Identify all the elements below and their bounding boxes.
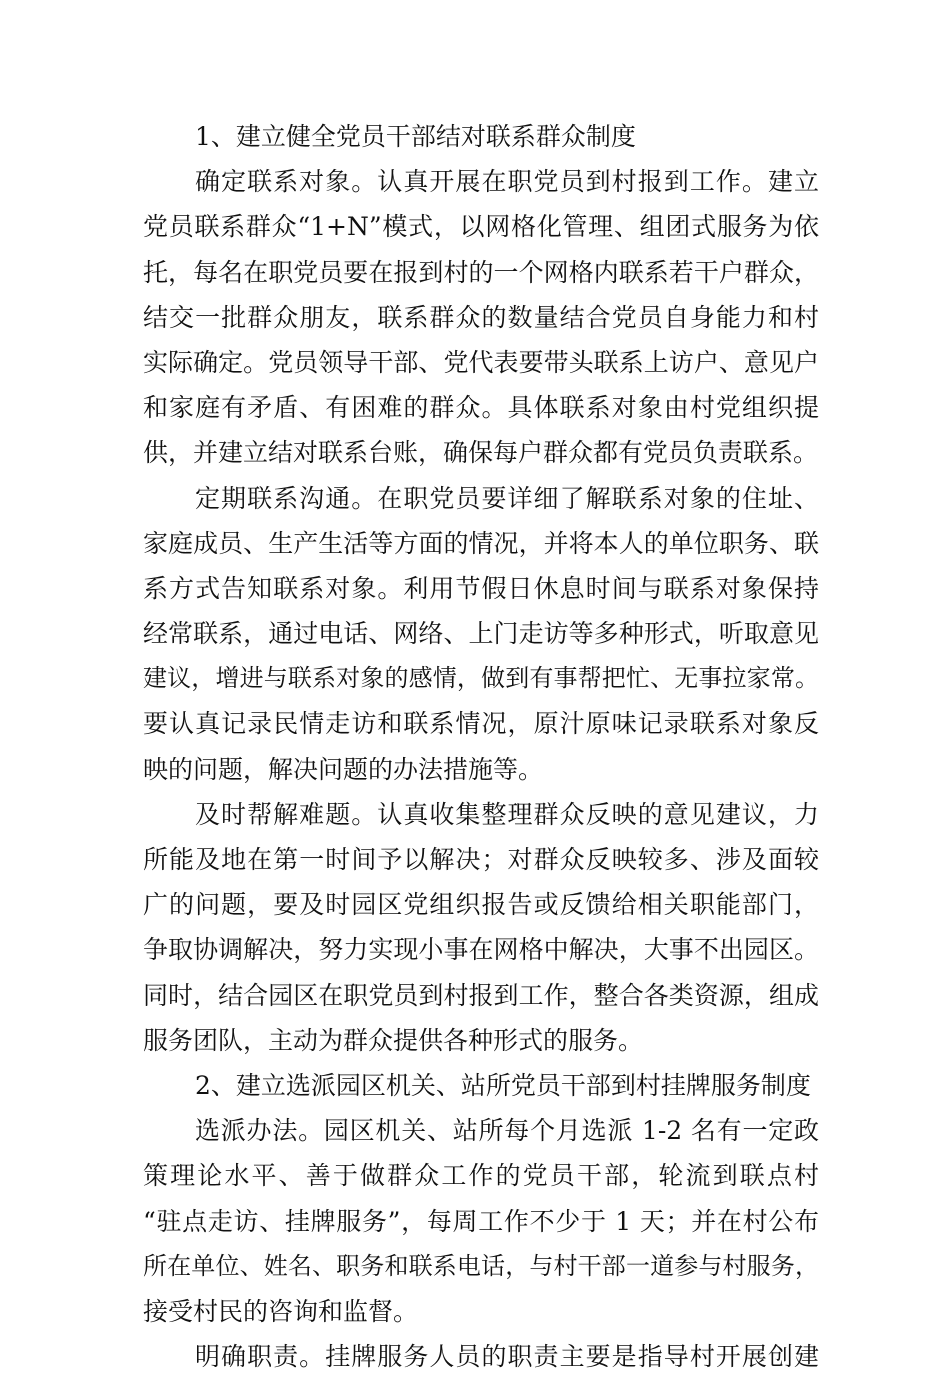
- text-line: 接受村民的咨询和监督。: [143, 1296, 419, 1326]
- text-line: 争取协调解决，努力实现小事在网格中解决，大事不出园区。: [143, 935, 819, 965]
- text-line: 同时，结合园区在职党员到村报到工作，整合各类资源，组成: [143, 980, 819, 1010]
- text-line: 所能及地在第一时间予以解决；对群众反映较多、涉及面较: [143, 845, 819, 874]
- text-line: 策理论水平、善于做群众工作的党员干部，轮流到联点村: [143, 1161, 819, 1191]
- text-line: 结交一批群众朋友，联系群众的数量结合党员自身能力和村: [143, 302, 819, 332]
- text-line: 所在单位、姓名、职务和联系电话，与村干部一道参与村服务，: [143, 1251, 819, 1280]
- text-line: 系方式告知联系对象。利用节假日休息时间与联系对象保持: [143, 573, 819, 603]
- text-line: 广的问题，要及时园区党组织报告或反馈给相关职能部门，: [143, 890, 819, 920]
- text-line: 供，并建立结对联系台账，确保每户群众都有党员负责联系。: [143, 438, 819, 468]
- text-line: 1、建立健全党员干部结对联系群众制度: [195, 122, 636, 151]
- text-line: 确定联系对象。认真开展在职党员到村报到工作。建立: [195, 167, 819, 197]
- text-line: 及时帮解难题。认真收集整理群众反映的意见建议，力: [195, 799, 819, 829]
- document-body: [143, 114, 819, 1379]
- text-line: 托，每名在职党员要在报到村的一个网格内联系若干户群众，: [143, 257, 819, 287]
- text-line: “驻点走访、挂牌服务”，每周工作不少于 1 天；并在村公布: [143, 1206, 819, 1236]
- text-line: 2、建立选派园区机关、站所党员干部到村挂牌服务制度: [195, 1070, 811, 1100]
- text-line: 要认真记录民情走访和联系情况，原汁原味记录联系对象反: [143, 709, 819, 739]
- text-line: 建议，增进与联系对象的感情，做到有事帮把忙、无事拉家常。: [143, 664, 819, 693]
- text-line: 明确职责。挂牌服务人员的职责主要是指导村开展创建: [195, 1342, 819, 1372]
- text-line: 服务团队，主动为群众提供各种形式的服务。: [143, 1025, 644, 1055]
- text-line: 党员联系群众“1+N”模式，以网格化管理、组团式服务为依: [143, 212, 819, 242]
- text-line: 经常联系，通过电话、网络、上门走访等多种形式，听取意见: [143, 619, 819, 649]
- text-line: 家庭成员、生产生活等方面的情况，并将本人的单位职务、联: [143, 528, 819, 558]
- text-line: 定期联系沟通。在职党员要详细了解联系对象的住址、: [195, 483, 819, 513]
- text-line: 实际确定。党员领导干部、党代表要带头联系上访户、意见户: [143, 347, 819, 377]
- text-line: 选派办法。园区机关、站所每个月选派 1-2 名有一定政: [195, 1116, 819, 1146]
- text-line: 映的问题，解决问题的办法措施等。: [143, 754, 544, 784]
- text-line: 和家庭有矛盾、有困难的群众。具体联系对象由村党组织提: [143, 393, 819, 423]
